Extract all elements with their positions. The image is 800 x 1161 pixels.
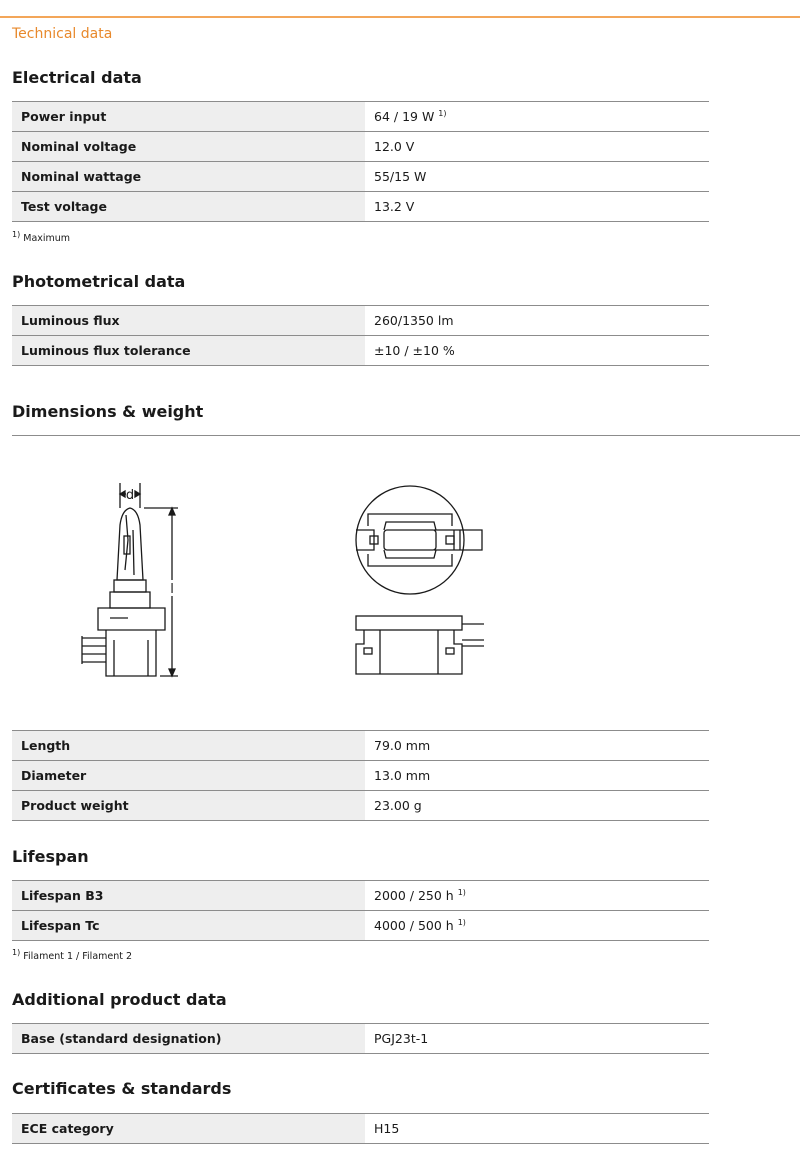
base-views-drawing — [350, 484, 490, 679]
row-label: ECE category — [12, 1114, 365, 1144]
footnote-marker: 1) — [12, 947, 21, 957]
arrow-icon — [169, 669, 175, 676]
row-label: Diameter — [12, 761, 365, 791]
base-top-view — [356, 486, 464, 594]
bulb-neck — [114, 580, 146, 592]
row-value: 260/1350 lm — [365, 306, 709, 336]
table-row — [12, 336, 709, 366]
table-row — [12, 731, 709, 761]
footnote-text: Filament 1 / Filament 2 — [23, 951, 133, 962]
row-label: Nominal wattage — [12, 162, 365, 192]
row-label: Lifespan B3 — [12, 881, 365, 911]
certificates-section-title: Certificates & standards — [12, 1079, 232, 1098]
table-row — [12, 132, 709, 162]
footnote-ref: 1) — [457, 917, 466, 927]
footnote-text: Maximum — [23, 233, 71, 244]
base-top-detail — [446, 536, 454, 544]
lifespan-section-title: Lifespan — [12, 847, 89, 866]
table-row — [12, 162, 709, 192]
row-label: Lifespan Tc — [12, 911, 365, 941]
row-value: ±10 / ±10 % — [365, 336, 709, 366]
table-row — [12, 1114, 709, 1144]
base-top-socket — [384, 530, 436, 550]
base-top-tab — [434, 530, 482, 550]
electrical-table — [12, 101, 709, 222]
arrow-icon — [120, 491, 125, 497]
table-row — [12, 1024, 709, 1054]
row-label: Base (standard designation) — [12, 1024, 365, 1054]
diameter-label: d — [125, 488, 135, 503]
row-value — [365, 911, 709, 941]
length-label: l — [170, 582, 174, 597]
arrow-icon — [169, 508, 175, 515]
base-side-detail — [446, 648, 454, 654]
row-label: Luminous flux — [12, 306, 365, 336]
table-row — [12, 791, 709, 821]
electrical-section-title: Electrical data — [12, 68, 142, 87]
lifespan-table — [12, 880, 709, 941]
dimensions-section-title: Dimensions & weight — [12, 402, 204, 421]
dimensions-table — [12, 730, 709, 821]
bulb-collar — [110, 592, 150, 608]
value-text: 4000 / 500 h — [374, 918, 454, 933]
section-divider — [12, 435, 800, 436]
bulb-flange — [98, 608, 165, 630]
electrical-footnote — [12, 229, 71, 244]
base-side-detail — [380, 630, 438, 674]
table-row — [12, 761, 709, 791]
value-text: 64 / 19 W — [374, 109, 435, 124]
row-value — [365, 881, 709, 911]
base-side-detail — [364, 648, 372, 654]
base-top-detail — [368, 554, 452, 566]
table-row — [12, 911, 709, 941]
base-top-detail — [384, 522, 436, 530]
table-row — [12, 192, 709, 222]
footnote-marker: 1) — [12, 229, 21, 239]
photometrical-table — [12, 305, 709, 366]
row-value: 12.0 V — [365, 132, 709, 162]
row-label: Length — [12, 731, 365, 761]
table-row — [12, 102, 709, 132]
row-value: 79.0 mm — [365, 731, 709, 761]
row-value: 13.2 V — [365, 192, 709, 222]
row-value — [365, 102, 709, 132]
row-value: H15 — [365, 1114, 709, 1144]
row-label: Test voltage — [12, 192, 365, 222]
arrow-icon — [135, 491, 140, 497]
page-header: Technical data — [12, 26, 113, 42]
value-text: 2000 / 250 h — [374, 888, 454, 903]
table-row — [12, 306, 709, 336]
row-label: Luminous flux tolerance — [12, 336, 365, 366]
photometrical-section-title: Photometrical data — [12, 272, 186, 291]
additional-table — [12, 1023, 709, 1054]
row-label: Product weight — [12, 791, 365, 821]
base-top-detail — [384, 550, 436, 558]
row-label: Power input — [12, 102, 365, 132]
base-top-detail — [368, 514, 452, 526]
row-value: 55/15 W — [365, 162, 709, 192]
row-label: Nominal voltage — [12, 132, 365, 162]
footnote-ref: 1) — [457, 887, 466, 897]
additional-section-title: Additional product data — [12, 990, 227, 1009]
base-side-flange — [356, 616, 462, 630]
row-value: 23.00 g — [365, 791, 709, 821]
row-value: 13.0 mm — [365, 761, 709, 791]
lifespan-footnote — [12, 947, 133, 962]
footnote-ref: 1) — [438, 108, 447, 118]
base-detail — [114, 640, 148, 676]
top-accent-rule — [0, 16, 800, 18]
row-value: PGJ23t-1 — [365, 1024, 709, 1054]
bulb-side-drawing — [70, 480, 190, 685]
certificates-table — [12, 1113, 709, 1144]
base-top-detail — [356, 530, 374, 550]
table-row — [12, 881, 709, 911]
